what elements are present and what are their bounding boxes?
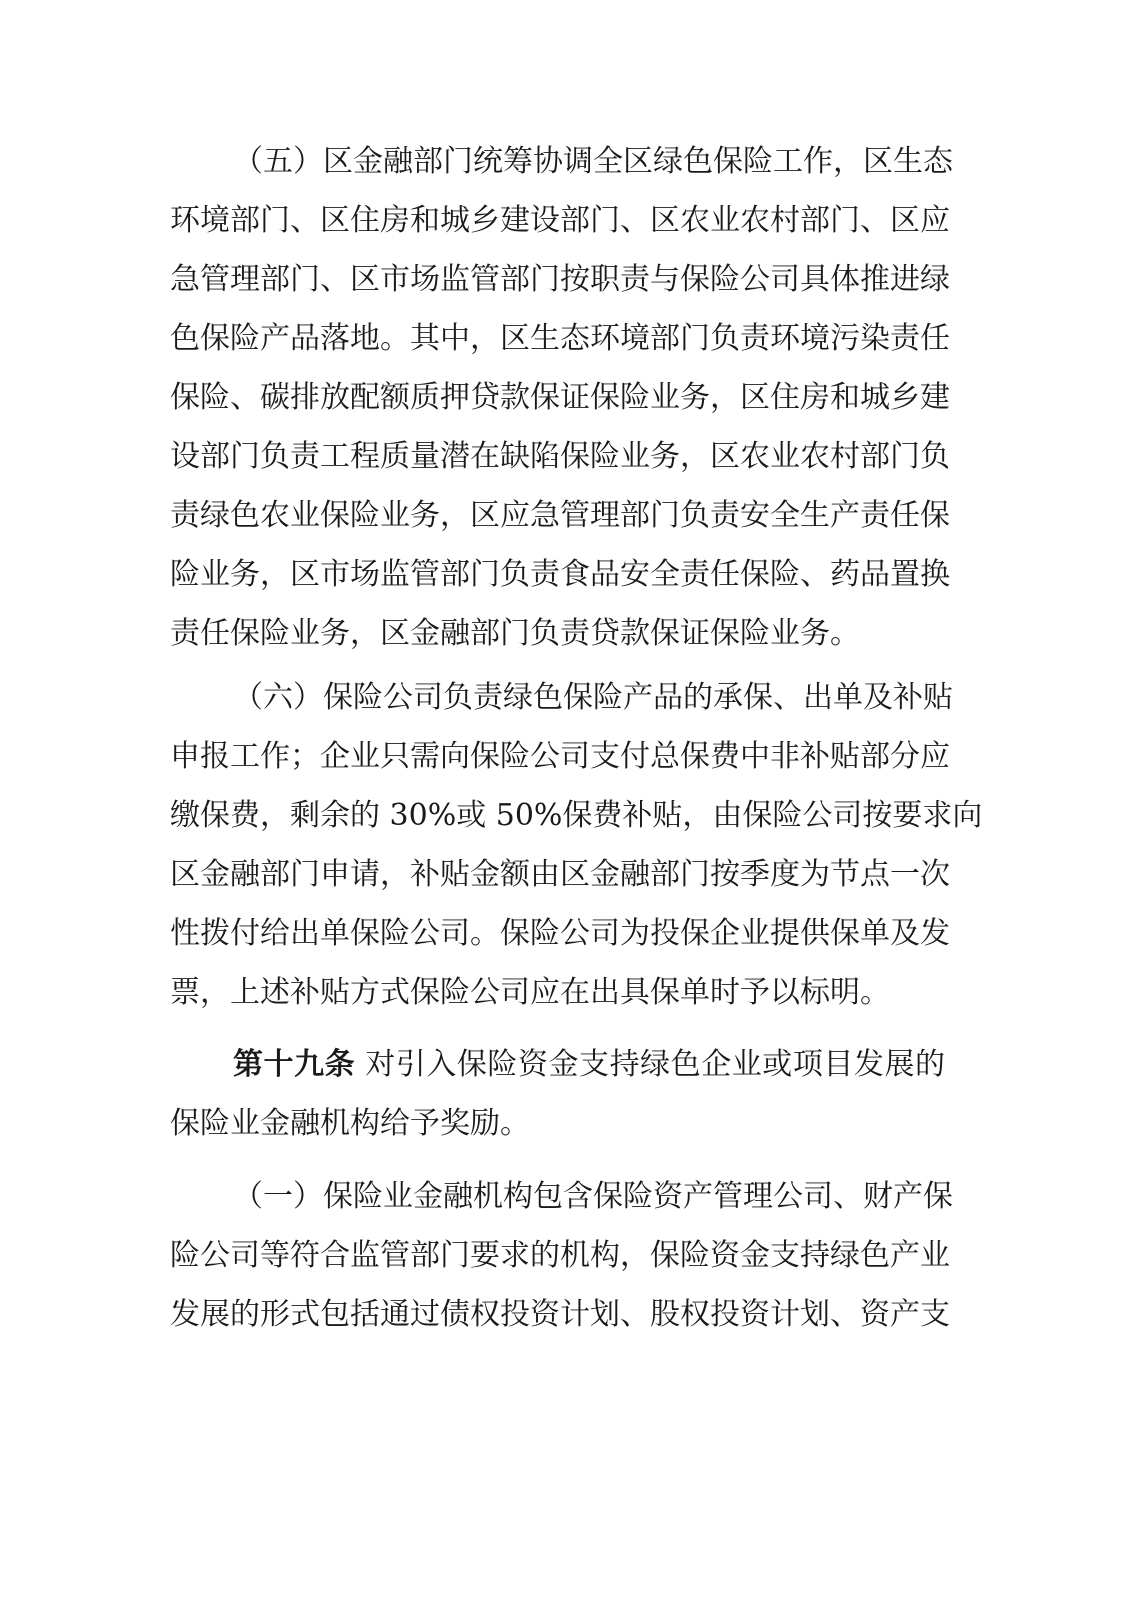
article-label: 第十九条 — [233, 1047, 356, 1082]
text-line: 险公司等符合监管部门要求的机构，保险资金支持绿色产业 — [170, 1238, 950, 1273]
text-line: 环境部门、区住房和城乡建设部门、区农业农村部门、区应 — [170, 203, 950, 238]
text-line: 缴保费，剩余的 30%或 50%保费补贴，由保险公司按要求向 — [170, 798, 983, 833]
text-line: 色保险产品落地。其中，区生态环境部门负责环境污染责任 — [170, 321, 950, 356]
text-line: 申报工作；企业只需向保险公司支付总保费中非补贴部分应 — [170, 739, 950, 774]
article-nineteen — [170, 1035, 945, 1153]
text-line: 责任保险业务，区金融部门负责贷款保证保险业务。 — [170, 616, 860, 651]
text-line: （一）保险业金融机构包含保险资产管理公司、财产保 — [233, 1179, 953, 1214]
text-line: 急管理部门、区市场监管部门按职责与保险公司具体推进绿 — [170, 262, 950, 297]
text-line: 票，上述补贴方式保险公司应在出具保单时予以标明。 — [170, 975, 890, 1010]
text-line: （五）区金融部门统筹协调全区绿色保险工作，区生态 — [233, 144, 953, 179]
text-line: 保险业金融机构给予奖励。 — [170, 1106, 530, 1141]
text-line: （六）保险公司负责绿色保险产品的承保、出单及补贴 — [233, 680, 953, 715]
paragraph-six — [170, 668, 983, 1022]
paragraph-five — [170, 132, 953, 663]
paragraph-one — [170, 1167, 953, 1344]
text-line — [170, 1035, 945, 1094]
text-line: 险业务，区市场监管部门负责食品安全责任保险、药品置换 — [170, 557, 950, 592]
text-line: 区金融部门申请，补贴金额由区金融部门按季度为节点一次 — [170, 857, 950, 892]
text-line: 责绿色农业保险业务，区应急管理部门负责安全生产责任保 — [170, 498, 950, 533]
text-line: 保险、碳排放配额质押贷款保证保险业务，区住房和城乡建 — [170, 380, 950, 415]
text-line: 设部门负责工程质量潜在缺陷保险业务，区农业农村部门负 — [170, 439, 950, 474]
text-line: 性拨付给出单保险公司。保险公司为投保企业提供保单及发 — [170, 916, 950, 951]
article-text: 对引入保险资金支持绿色企业或项目发展的 — [355, 1047, 945, 1082]
text-line: 发展的形式包括通过债权投资计划、股权投资计划、资产支 — [170, 1297, 950, 1332]
